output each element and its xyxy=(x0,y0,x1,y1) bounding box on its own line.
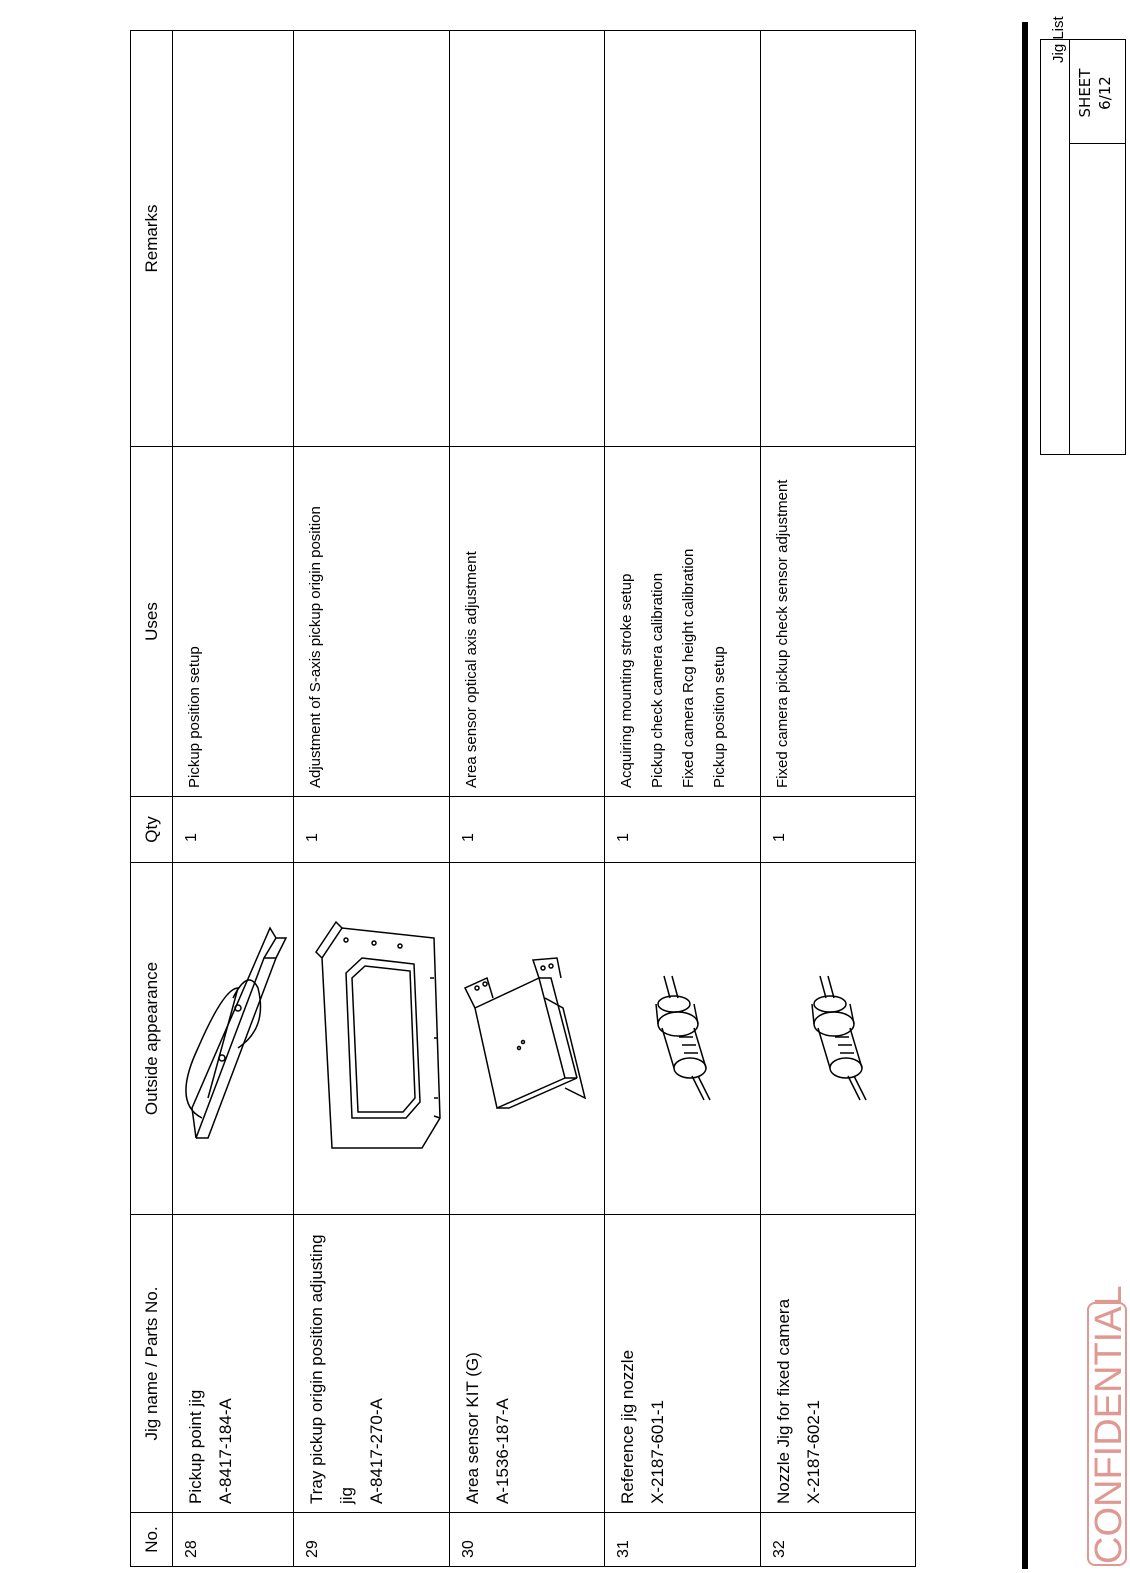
row-uses-cell xyxy=(173,447,294,797)
row-qty: 1 xyxy=(449,797,604,863)
appearance-cell xyxy=(760,863,915,1215)
jig-name: Area sensor KIT (G) xyxy=(462,1352,482,1504)
header-thin-rule xyxy=(1027,22,1028,1569)
use-item: Area sensor optical axis adjustment xyxy=(462,551,480,788)
header-qty: Qty xyxy=(131,797,173,863)
reference-nozzle-icon xyxy=(632,969,732,1109)
title-block-divider xyxy=(1069,40,1070,454)
use-item: Adjustment of S-axis pickup origin position xyxy=(307,506,325,788)
header-appearance: Outside appearance xyxy=(131,863,173,1215)
title-block xyxy=(1040,39,1126,455)
row-remarks xyxy=(605,31,760,447)
row-name-cell xyxy=(173,1215,294,1513)
jig-name: Reference jig nozzle xyxy=(618,1349,638,1504)
header-remarks: Remarks xyxy=(131,31,173,447)
use-item: Pickup check camera calibration xyxy=(649,572,667,788)
sheet-number xyxy=(1075,48,1115,138)
header-uses: Uses xyxy=(131,447,173,797)
use-item: Pickup position setup xyxy=(186,646,204,788)
sheet-label: SHEET xyxy=(1076,68,1094,118)
jig-name: Nozzle Jig for fixed camera xyxy=(773,1298,793,1504)
row-no: 30 xyxy=(449,1513,604,1567)
title-block-divider xyxy=(1069,143,1125,144)
pickup-point-jig-icon xyxy=(178,919,288,1159)
use-item: Fixed camera pickup check sensor adjustment xyxy=(773,479,791,788)
row-remarks xyxy=(173,31,294,447)
row-uses-cell xyxy=(294,447,449,797)
jig-name: Tray pickup origin position adjusting jig xyxy=(307,1234,357,1504)
row-name-cell xyxy=(760,1215,915,1513)
row-qty: 1 xyxy=(294,797,449,863)
table-row xyxy=(760,31,915,1567)
area-sensor-kit-icon xyxy=(457,949,597,1129)
jig-name: Pickup point jig xyxy=(186,1389,206,1504)
row-no: 31 xyxy=(605,1513,760,1567)
row-name-cell xyxy=(294,1215,449,1513)
part-number: X-2187-601-1 xyxy=(648,1400,668,1504)
part-number: X-2187-602-1 xyxy=(803,1400,823,1504)
table-row xyxy=(449,31,604,1567)
row-no: 28 xyxy=(173,1513,294,1567)
row-no: 32 xyxy=(760,1513,915,1567)
table-header-row xyxy=(131,31,173,1567)
row-remarks xyxy=(294,31,449,447)
sheet-value: 6/12 xyxy=(1096,76,1114,110)
row-name-cell xyxy=(449,1215,604,1513)
row-qty: 1 xyxy=(605,797,760,863)
use-item: Pickup position setup xyxy=(711,646,729,788)
part-number: A-1536-187-A xyxy=(492,1398,512,1504)
row-remarks xyxy=(760,31,915,447)
row-qty: 1 xyxy=(173,797,294,863)
part-number: A-8417-184-A xyxy=(216,1398,236,1504)
row-name-cell xyxy=(605,1215,760,1513)
row-uses-cell xyxy=(605,447,760,797)
appearance-cell xyxy=(173,863,294,1215)
appearance-cell xyxy=(294,863,449,1215)
jig-table xyxy=(130,30,916,1567)
row-no: 29 xyxy=(294,1513,449,1567)
part-number: A-8417-270-A xyxy=(367,1398,387,1504)
row-remarks xyxy=(449,31,604,447)
header-no: No. xyxy=(131,1513,173,1567)
row-qty: 1 xyxy=(760,797,915,863)
row-uses-cell xyxy=(449,447,604,797)
appearance-cell xyxy=(605,863,760,1215)
use-item: Fixed camera Rcg height calibration xyxy=(680,548,698,788)
header-name: Jig name / Parts No. xyxy=(131,1215,173,1513)
table-row xyxy=(173,31,294,1567)
page-title: Jig List xyxy=(1050,16,1067,63)
tray-adjusting-jig-icon xyxy=(302,919,442,1159)
row-uses-cell xyxy=(760,447,915,797)
table-row xyxy=(605,31,760,1567)
appearance-cell xyxy=(449,863,604,1215)
table-row xyxy=(294,31,449,1567)
fixed-camera-nozzle-icon xyxy=(788,969,888,1109)
use-item: Acquiring mounting stroke setup xyxy=(618,573,636,788)
confidential-stamp: CONFIDENTIAL xyxy=(1088,1285,1130,1564)
